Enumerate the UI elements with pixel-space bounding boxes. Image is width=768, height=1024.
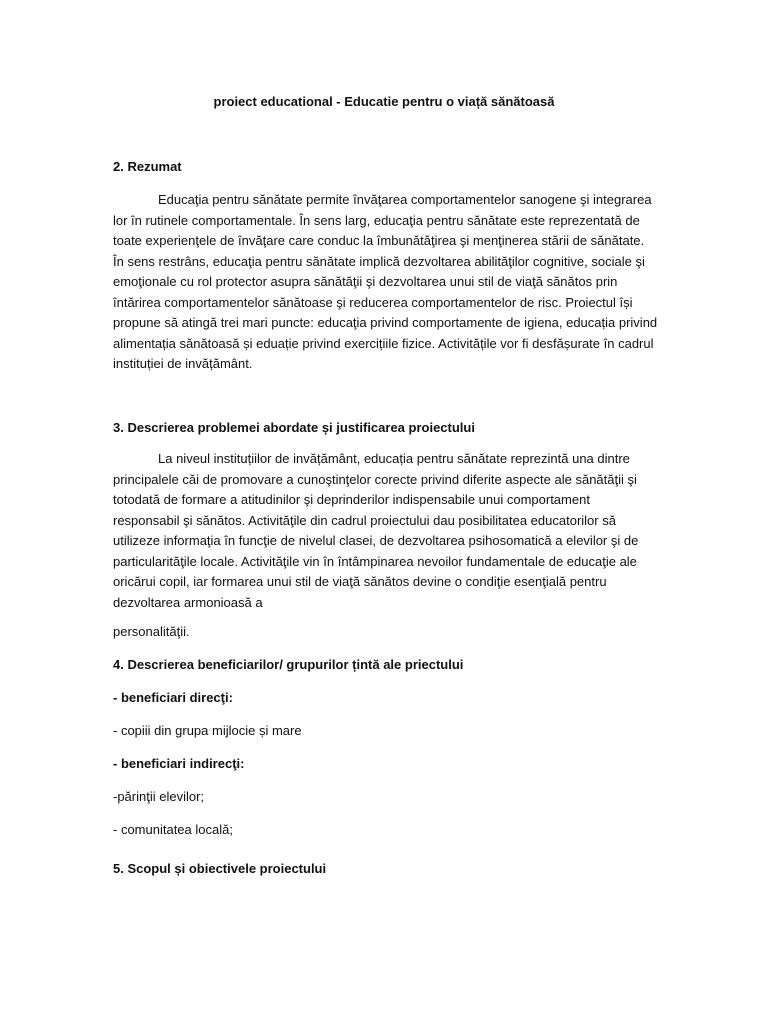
section-heading-rezumat: 2. Rezumat	[113, 159, 182, 174]
document-title: proiect educational - Educatie pentru o viață sănătoasă	[213, 94, 555, 109]
section-heading-beneficiari: 4. Descrierea beneficiarilor/ grupurilor țintă ale priectului	[113, 657, 464, 672]
paragraph-rezumat: Educaţia pentru sănătate permite învăţarea comportamentelor sanogene şi integrarea lor în rutinele comportamentale. În sens larg, educaţia pentru sănătate este reprezentată de toate experienţele de învăţare care conduc la îmbunătăţirea şi menţinerea stării de sănătate. În sens restrâns, educaţia pentru sănătate implică dezvoltarea abilităţilor cognitive, sociale şi emoţionale cu rol protector asupra sănătăţii şi dezvoltarea unui stil de viaţă sănătos prin întărirea comportamentelor sănătoase şi reducerea comportamentelor de risc. Proiectul își propune să atingă trei mari puncte: educaţia privind comportamente de igiena, educația privind alimentația sănătoasă și eduație privind exercițiile fizice. Activitățile vor fi desfășurate în cadrul instituției de invățământ.	[113, 192, 658, 371]
paragraph-descriere-continuation: personalităţii.	[113, 624, 190, 639]
beneficiari-indirecti-item: - comunitatea locală;	[113, 822, 233, 837]
paragraph-descriere: La niveul instituțiilor de invățământ, educația pentru sănătate reprezintă una dintre principalele căi de promovare a cunoştinţelor corecte privind diferite aspecte ale sănătăţii şi totodată de formare a atitudinilor şi deprinderilor indispensabile unui comportament responsabil şi sănătos. Activităţile din cadrul proiectului dau posibilitatea educatorilor să utilizeze informaţia în funcţie de nivelul clasei, de dezvoltarea psihosomatică a elevilor şi de particularităţile locale. Activităţile vin în întâmpinarea nevoilor fundamentale de educaţie ale oricărui copil, iar formarea unui stil de viaţă sănătos devine o condiţie esenţială pentru dezvoltarea armonioasă a	[113, 451, 639, 610]
section-heading-scopul: 5. Scopul și obiectivele proiectului	[113, 861, 327, 876]
beneficiari-directi-item: - copiii din grupa mijlocie și mare	[113, 723, 302, 738]
beneficiari-directi-label: - beneficiari direcţi:	[113, 690, 233, 705]
beneficiari-indirecti-label: - beneficiari indirecţi:	[113, 756, 245, 771]
section-heading-descriere: 3. Descrierea problemei abordate și justificarea proiectului	[113, 420, 475, 435]
beneficiari-indirecti-item: -părinţii elevilor;	[113, 789, 205, 804]
